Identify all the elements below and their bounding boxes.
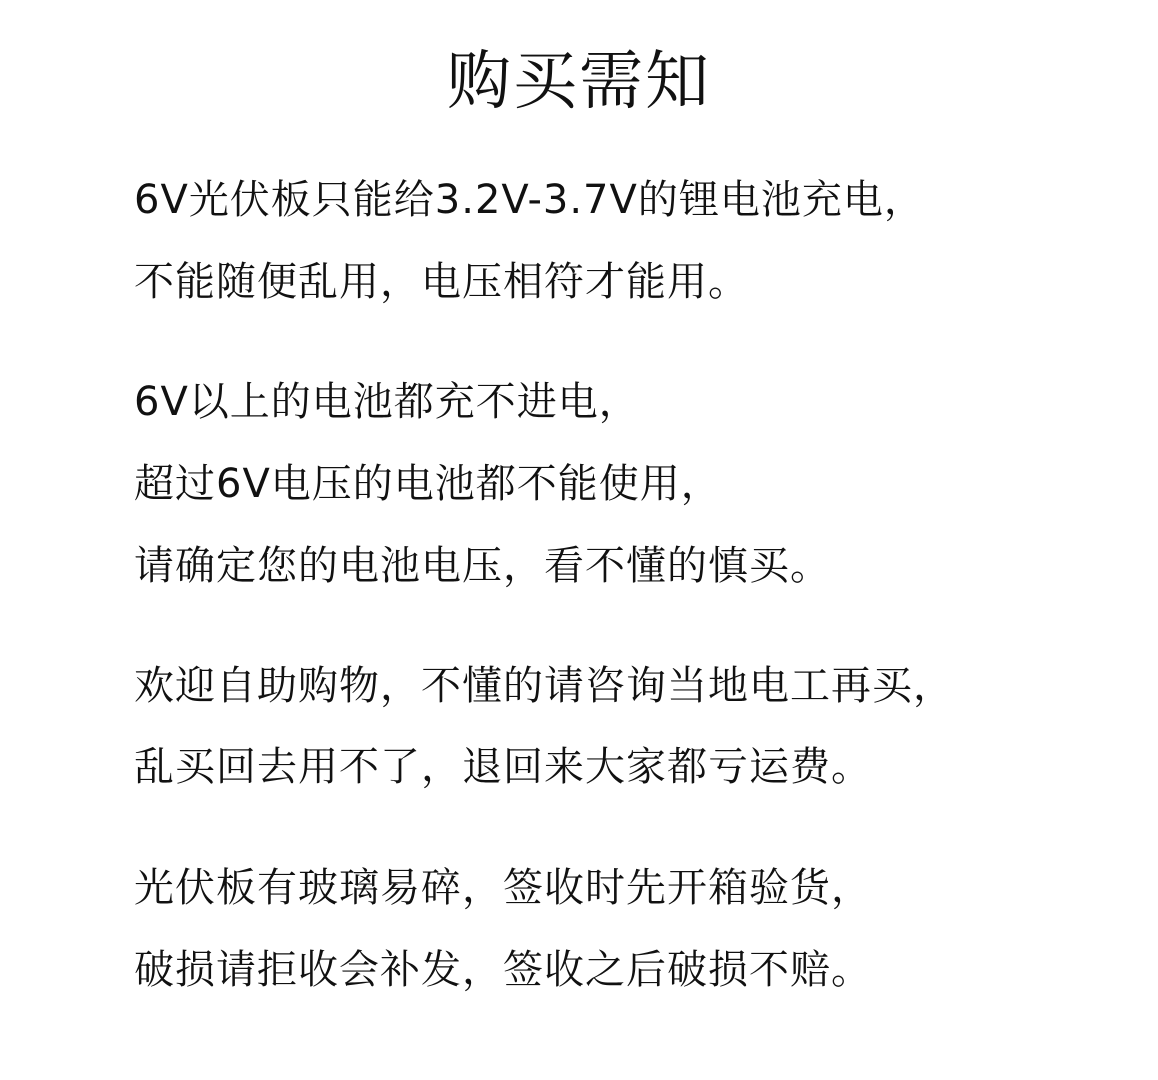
notice-line: 破损请拒收会补发，签收之后破损不赔。: [134, 947, 872, 993]
notice-line: 光伏板有玻璃易碎，签收时先开箱验货，: [134, 865, 872, 911]
notice-line: 乱买回去用不了，退回来大家都亏运费。: [134, 744, 872, 790]
page-title: 购买需知: [447, 45, 711, 119]
notice-line: 6V光伏板只能给3.2V-3.7V的锂电池充电，: [134, 177, 925, 223]
notice-line: 请确定您的电池电压，看不懂的慎买。: [134, 543, 831, 589]
notice-line: 超过6V电压的电池都不能使用，: [134, 461, 722, 507]
notice-line: 欢迎自助购物，不懂的请咨询当地电工再买，: [134, 663, 954, 709]
notice-line: 不能随便乱用，电压相符才能用。: [134, 259, 749, 305]
notice-line: 6V以上的电池都充不进电，: [134, 379, 640, 425]
